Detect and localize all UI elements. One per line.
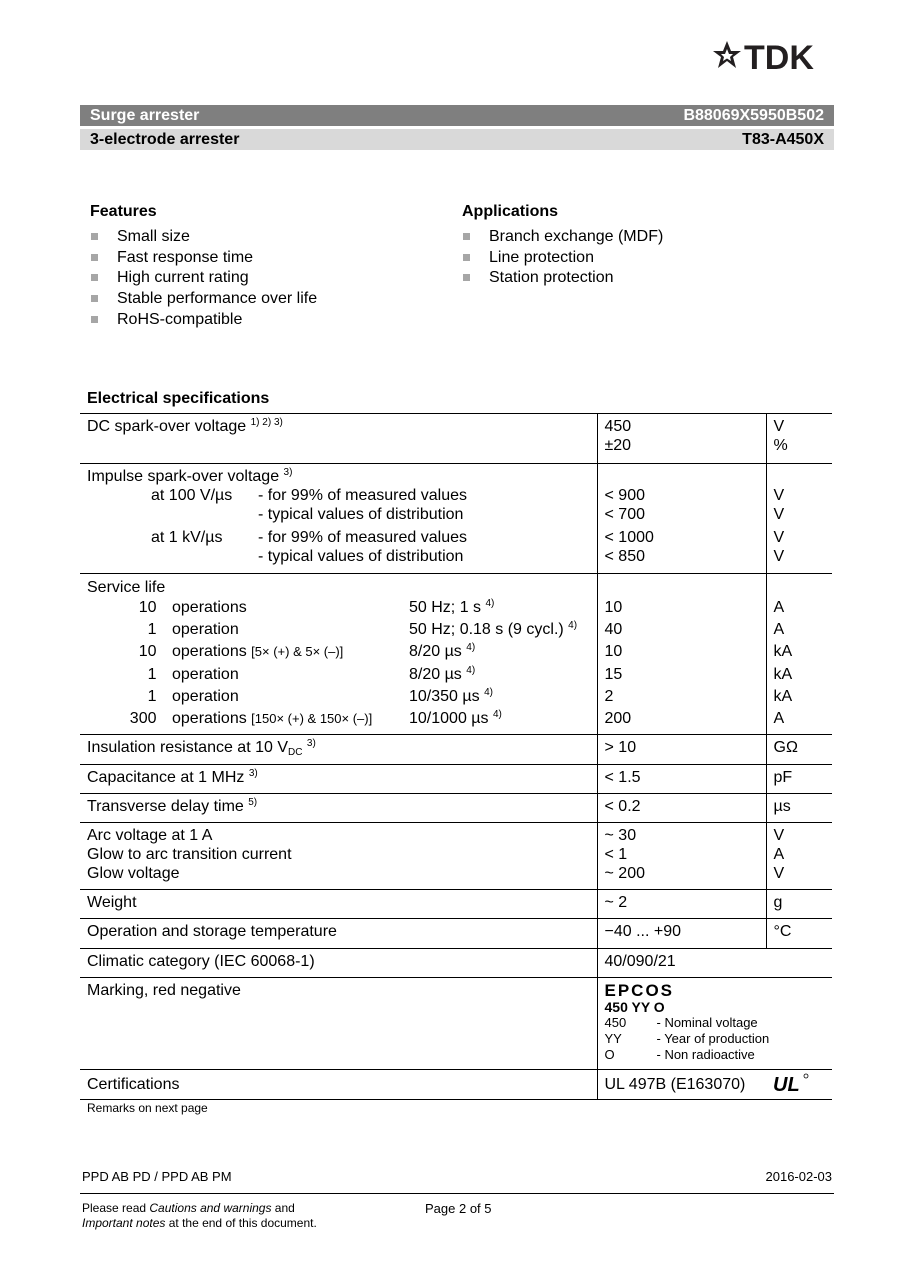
list-item: High current rating — [89, 268, 317, 289]
service-footnote: 4) — [485, 598, 495, 609]
service-value: 10 — [604, 643, 623, 661]
dc-tolerance-unit: % — [773, 437, 788, 454]
impulse-value-1: < 900 — [604, 487, 645, 504]
temperature-unit: °C — [766, 919, 832, 949]
table-row-capacitance — [80, 765, 832, 794]
capacitance-unit: pF — [766, 765, 832, 794]
arc-unit-2: A — [773, 846, 785, 864]
table-row-marking — [80, 978, 832, 1070]
service-operation: operations — [172, 709, 247, 727]
insulation-footnote: 3) — [306, 738, 316, 750]
page-number: Page 2 of 5 — [425, 1201, 492, 1216]
service-units — [774, 597, 833, 730]
service-row — [87, 597, 597, 619]
dc-value: 450 — [604, 418, 632, 435]
marking-code: 450 YY O — [604, 999, 665, 1016]
service-count: 300 — [129, 709, 157, 727]
weight-label: Weight — [80, 890, 597, 919]
impulse-rate-3: at 1 kV/µs — [151, 529, 223, 546]
arc-value-2: < 1 — [604, 846, 628, 864]
dc-footnote: 1) 2) 3) — [250, 417, 283, 428]
dc-unit: V — [773, 418, 785, 435]
service-unit: A — [773, 599, 785, 616]
arc-value-3: ~ 200 — [604, 865, 645, 883]
table-row-arc — [80, 823, 832, 890]
delay-footnote: 5) — [248, 797, 258, 809]
applications-list — [461, 227, 663, 289]
table-row-weight — [80, 890, 832, 919]
delay-unit: µs — [766, 794, 832, 823]
service-condition: 10/350 µs — [409, 687, 480, 705]
table-row-impulse — [80, 464, 832, 574]
header-band-secondary — [80, 129, 834, 150]
order-code: B88069X5950B502 — [683, 107, 824, 124]
service-condition: 8/20 µs — [409, 643, 462, 661]
service-unit: kA — [773, 665, 793, 683]
impulse-desc-1: - for 99% of measured values — [258, 487, 467, 504]
service-value: 200 — [604, 709, 632, 727]
service-operation: operation — [172, 665, 239, 683]
footer-note-mid: and — [271, 1201, 295, 1215]
capacitance-value: < 1.5 — [597, 765, 766, 794]
list-item: Fast response time — [89, 248, 317, 269]
table-row-climatic — [80, 949, 832, 978]
features-title: Features — [90, 203, 157, 220]
impulse-value-4: < 850 — [604, 548, 645, 565]
service-count: 10 — [138, 643, 157, 661]
service-unit: A — [773, 709, 785, 727]
climatic-label: Climatic category (IEC 60068-1) — [80, 949, 597, 978]
impulse-footnote: 3) — [283, 467, 293, 478]
service-row — [87, 641, 597, 663]
table-row-insulation — [80, 735, 832, 765]
insulation-label: Insulation resistance at 10 V — [87, 739, 289, 757]
service-polarity: [150× (+) & 150× (–)] — [251, 710, 373, 726]
impulse-unit-1: V — [773, 487, 785, 504]
insulation-value: > 10 — [597, 735, 766, 765]
impulse-desc-3: - for 99% of measured values — [258, 529, 467, 546]
arc-value-1: ~ 30 — [604, 827, 637, 845]
marking-label: Marking, red negative — [80, 978, 597, 1070]
list-item: Station protection — [461, 268, 663, 289]
impulse-unit-3: V — [773, 529, 785, 546]
footer-divider — [80, 1193, 834, 1194]
service-row — [87, 619, 597, 641]
spec-table — [80, 413, 832, 1100]
service-unit: kA — [773, 687, 793, 705]
delay-value: < 0.2 — [597, 794, 766, 823]
arc-unit-1: V — [773, 827, 785, 845]
service-polarity: [5× (+) & 5× (–)] — [251, 644, 344, 660]
capacitance-label: Capacitance at 1 MHz — [87, 769, 245, 787]
list-item: RoHS-compatible — [89, 310, 317, 331]
service-unit: A — [773, 621, 785, 639]
service-count: 1 — [147, 665, 157, 683]
impulse-value-2: < 700 — [604, 506, 645, 523]
features-list — [89, 227, 317, 330]
applications-title: Applications — [462, 203, 559, 220]
service-footnote: 4) — [466, 642, 476, 654]
arc-label-2: Glow to arc transition current — [87, 846, 292, 864]
impulse-value-3: < 1000 — [604, 529, 654, 546]
impulse-unit-4: V — [773, 548, 785, 565]
impulse-label: Impulse spark-over voltage — [87, 468, 280, 485]
weight-unit: g — [766, 890, 832, 919]
marking-key-1: 450 — [604, 1015, 627, 1031]
footer-note — [82, 1201, 317, 1231]
weight-value: ~ 2 — [597, 890, 766, 919]
tdk-logo — [712, 40, 836, 72]
service-values — [605, 597, 766, 730]
list-item: Stable performance over life — [89, 289, 317, 310]
climatic-value: 40/090/21 — [597, 949, 832, 978]
service-footnote: 4) — [484, 686, 493, 698]
service-value: 15 — [604, 665, 623, 683]
electrical-title: Electrical specifications — [87, 390, 270, 407]
service-operation: operations — [172, 643, 247, 661]
footer-note-cautions: Cautions and warnings — [149, 1201, 272, 1215]
certifications-label: Certifications — [80, 1070, 597, 1100]
service-value: 10 — [604, 599, 623, 616]
dc-label: DC spark-over voltage — [87, 418, 247, 435]
list-item: Line protection — [461, 248, 663, 269]
delay-label: Transverse delay time — [87, 798, 244, 816]
type-code: T83-A450X — [742, 131, 824, 148]
product-type: Surge arrester — [90, 107, 200, 124]
list-item: Small size — [89, 227, 317, 248]
service-unit: kA — [773, 643, 793, 661]
footer-date: 2016-02-03 — [765, 1169, 832, 1184]
header-band-primary — [80, 105, 834, 126]
remarks-note: Remarks on next page — [87, 1101, 208, 1115]
service-count: 10 — [138, 599, 157, 616]
impulse-desc-2: - typical values of distribution — [258, 506, 464, 523]
product-subtitle: 3-electrode arrester — [90, 131, 240, 148]
logo-text: TDK — [744, 40, 814, 72]
service-row — [87, 686, 597, 708]
list-item: Branch exchange (MDF) — [461, 227, 663, 248]
temperature-label: Operation and storage temperature — [80, 919, 597, 949]
service-row — [87, 708, 597, 730]
service-condition: 8/20 µs — [409, 665, 462, 683]
temperature-value: −40 ... +90 — [597, 919, 766, 949]
arc-label-3: Glow voltage — [87, 865, 180, 883]
ul-mark-text: UL — [772, 1074, 800, 1096]
table-row-delay — [80, 794, 832, 823]
impulse-unit-2: V — [773, 506, 785, 523]
marking-desc-3: - Non radioactive — [656, 1047, 755, 1063]
service-row — [87, 664, 597, 686]
service-rows — [87, 597, 597, 730]
arc-unit-3: V — [773, 865, 785, 883]
service-count: 1 — [147, 687, 157, 705]
service-condition: 50 Hz; 1 s — [409, 599, 482, 616]
certifications-value: UL 497B (E163070) — [604, 1076, 746, 1094]
footer-note-important: Important notes — [82, 1216, 166, 1230]
table-row-dc-spark — [80, 414, 832, 464]
ul-mark-icon — [773, 1073, 809, 1100]
capacitance-footnote: 3) — [248, 768, 258, 780]
service-footnote: 4) — [568, 620, 578, 632]
table-row-certifications — [80, 1070, 832, 1100]
service-condition: 50 Hz; 0.18 s (9 cycl.) — [409, 621, 564, 639]
service-value: 40 — [604, 621, 623, 639]
table-row-service-life — [80, 574, 832, 735]
service-operation: operations — [172, 599, 247, 616]
service-condition: 10/1000 µs — [409, 709, 489, 727]
marking-key-2: YY — [604, 1031, 622, 1047]
service-count: 1 — [147, 621, 157, 639]
marking-key-3: O — [604, 1047, 615, 1063]
impulse-desc-4: - typical values of distribution — [258, 548, 464, 565]
footer-note-prefix: Please read — [82, 1201, 150, 1215]
marking-desc-1: - Nominal voltage — [656, 1015, 758, 1031]
service-label: Service life — [87, 579, 166, 596]
service-footnote: 4) — [466, 664, 476, 676]
footer-department: PPD AB PD / PPD AB PM — [82, 1169, 232, 1184]
dc-tolerance: ±20 — [604, 437, 632, 454]
marking-desc-2: - Year of production — [656, 1031, 770, 1047]
tdk-emblem-icon — [713, 41, 741, 68]
service-operation: operation — [172, 687, 239, 705]
footer-note-suffix: at the end of this document. — [165, 1216, 317, 1230]
table-row-temperature — [80, 919, 832, 949]
epcos-brand-mark: EPCOS — [604, 981, 675, 1001]
insulation-unit: GΩ — [766, 735, 832, 765]
insulation-subscript: DC — [288, 747, 303, 759]
impulse-rate-1: at 100 V/µs — [151, 487, 233, 504]
service-value: 2 — [604, 687, 614, 705]
arc-label-1: Arc voltage at 1 A — [87, 827, 213, 845]
service-footnote: 4) — [492, 708, 502, 720]
service-operation: operation — [172, 621, 239, 639]
